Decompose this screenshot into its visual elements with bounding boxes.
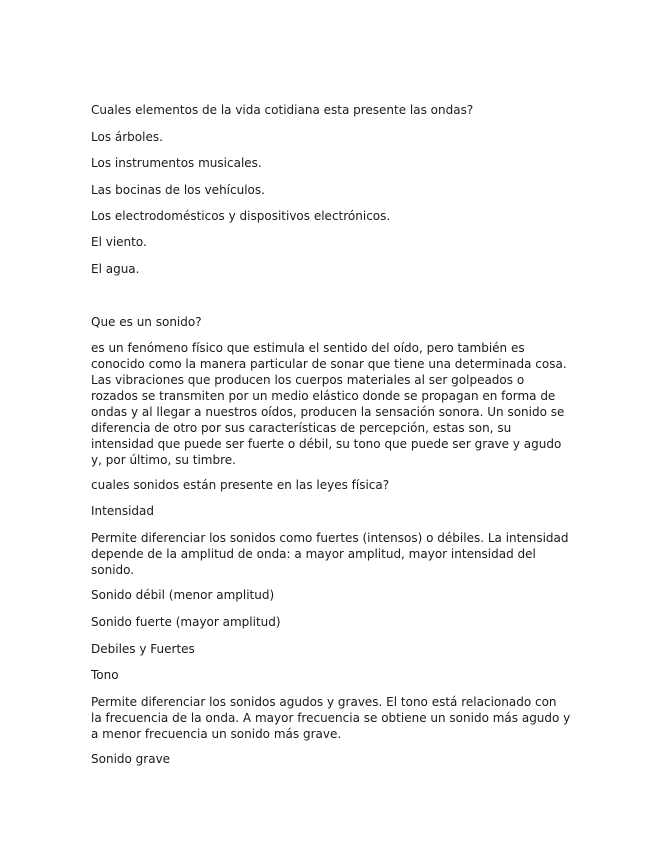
list-item: Las bocinas de los vehículos. [91,183,265,197]
question-sound: Que es un sonido? [91,315,202,329]
intensity-heading: Intensidad [91,504,155,518]
low-sound-label: Sonido grave [91,752,171,766]
weak-strong-label: Debiles y Fuertes [91,642,195,656]
list-item: Los instrumentos musicales. [91,156,262,170]
strong-sound-label: Sonido fuerte (mayor amplitud) [91,615,281,629]
sound-definition: es un fenómeno físico que estimula el sentido del oído, pero también es conocido como la manera particular de sonar que tiene una determinada cosa. Las vibraciones que producen los cuerpos materiales al ser golpeados o rozados se transmiten por un medio elástico donde se propagan en forma de ondas y al llegar a nuestros oídos, producen la sensación sonora. Un sonido se diferencia de otro por sus características de percepción, estas son, su intensidad que puede ser fuerte o débil, su tono que puede ser grave y agudo y, por último, su timbre. [91,341,567,467]
question-laws: cuales sonidos están presente en las leyes física? [91,478,390,492]
list-item: Los árboles. [91,130,163,144]
list-item: Los electrodomésticos y dispositivos electrónicos. [91,209,391,223]
list-item: El viento. [91,235,147,249]
tone-text: Permite diferenciar los sonidos agudos y graves. El tono está relacionado con la frecuencia de la onda. A mayor frecuencia se obtiene un sonido más agudo y a menor frecuencia un sonido más grave. [91,695,571,741]
intensity-text: Permite diferenciar los sonidos como fuertes (intensos) o débiles. La intensidad depende de la amplitud de onda: a mayor amplitud, mayor intensidad del sonido. [91,531,569,577]
weak-sound-label: Sonido débil (menor amplitud) [91,588,275,602]
tone-heading: Tono [91,668,119,682]
list-item: El agua. [91,262,140,276]
question-waves: Cuales elementos de la vida cotidiana esta presente las ondas? [91,103,474,117]
